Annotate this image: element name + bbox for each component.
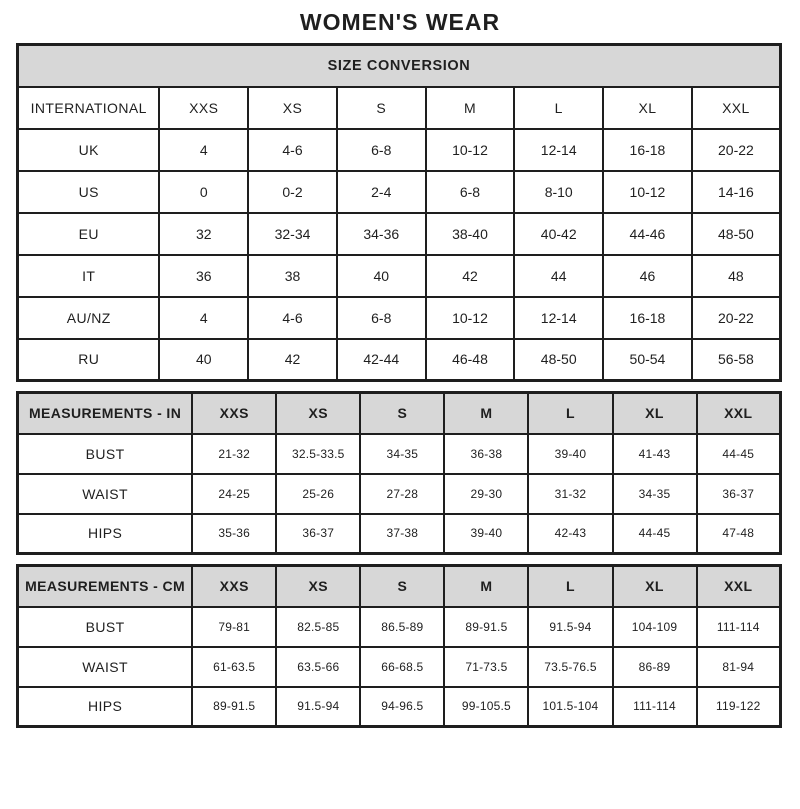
table-row (18, 171, 781, 213)
column-header: XXS (192, 393, 276, 434)
measurement-value-cell: 61-63.5 (192, 647, 276, 687)
size-value-cell: 4 (159, 129, 248, 171)
measurements-cm-table (16, 564, 782, 728)
column-header: XXL (697, 393, 781, 434)
row-label: RU (18, 339, 160, 381)
row-label: WAIST (18, 474, 193, 514)
measurement-value-cell: 89-91.5 (444, 607, 528, 647)
table-row (18, 213, 781, 255)
table-banner: SIZE CONVERSION (18, 45, 781, 87)
measurement-value-cell: 89-91.5 (192, 687, 276, 727)
column-header: M (444, 393, 528, 434)
size-value-cell: 0 (159, 171, 248, 213)
measurement-value-cell: 79-81 (192, 607, 276, 647)
size-value-cell: 48-50 (514, 339, 603, 381)
size-chart-page (16, 43, 782, 728)
measurement-value-cell: 119-122 (697, 687, 781, 727)
measurement-value-cell: 111-114 (697, 607, 781, 647)
table-row (18, 434, 781, 474)
size-value-cell: 10-12 (603, 171, 692, 213)
size-value-cell: 4-6 (248, 129, 337, 171)
size-value-cell: 2-4 (337, 171, 426, 213)
measurement-value-cell: 21-32 (192, 434, 276, 474)
table-row (18, 297, 781, 339)
measurement-value-cell: 47-48 (697, 514, 781, 554)
measurement-value-cell: 34-35 (360, 434, 444, 474)
measurement-value-cell: 27-28 (360, 474, 444, 514)
measurement-value-cell: 24-25 (192, 474, 276, 514)
measurement-value-cell: 71-73.5 (444, 647, 528, 687)
measurement-value-cell: 81-94 (697, 647, 781, 687)
size-value-cell: 20-22 (692, 129, 781, 171)
size-value-cell: 56-58 (692, 339, 781, 381)
column-header: S (337, 87, 426, 129)
measurement-value-cell: 86.5-89 (360, 607, 444, 647)
size-value-cell: 16-18 (603, 129, 692, 171)
column-header: XS (248, 87, 337, 129)
size-value-cell: 40 (159, 339, 248, 381)
measurement-value-cell: 111-114 (613, 687, 697, 727)
row-label: HIPS (18, 514, 193, 554)
measurement-value-cell: 39-40 (528, 434, 612, 474)
size-value-cell: 38-40 (426, 213, 515, 255)
size-value-cell: 48 (692, 255, 781, 297)
size-value-cell: 8-10 (514, 171, 603, 213)
size-value-cell: 6-8 (337, 129, 426, 171)
table-row (18, 129, 781, 171)
header-row (18, 393, 781, 434)
column-header: S (360, 393, 444, 434)
measurements-in-table (16, 391, 782, 555)
measurement-value-cell: 86-89 (613, 647, 697, 687)
measurement-value-cell: 32.5-33.5 (276, 434, 360, 474)
column-header-row (18, 87, 781, 129)
size-value-cell: 0-2 (248, 171, 337, 213)
measurement-value-cell: 91.5-94 (528, 607, 612, 647)
column-header: XXS (192, 566, 276, 607)
row-label: US (18, 171, 160, 213)
header-row (18, 566, 781, 607)
measurement-value-cell: 44-45 (697, 434, 781, 474)
measurement-value-cell: 31-32 (528, 474, 612, 514)
measurement-value-cell: 34-35 (613, 474, 697, 514)
column-header: L (528, 393, 612, 434)
column-header: L (528, 566, 612, 607)
size-value-cell: 40 (337, 255, 426, 297)
column-header: XL (613, 566, 697, 607)
measurement-value-cell: 104-109 (613, 607, 697, 647)
size-value-cell: 34-36 (337, 213, 426, 255)
size-value-cell: 12-14 (514, 297, 603, 339)
row-label: UK (18, 129, 160, 171)
measurement-value-cell: 82.5-85 (276, 607, 360, 647)
size-value-cell: 44 (514, 255, 603, 297)
size-value-cell: 6-8 (337, 297, 426, 339)
table-title-cell: MEASUREMENTS - IN (18, 393, 193, 434)
size-value-cell: 14-16 (692, 171, 781, 213)
column-header: XXL (697, 566, 781, 607)
column-header: XXS (159, 87, 248, 129)
size-value-cell: 32 (159, 213, 248, 255)
size-value-cell: 32-34 (248, 213, 337, 255)
size-value-cell: 12-14 (514, 129, 603, 171)
page-title: WOMEN'S WEAR (299, 9, 501, 35)
measurement-value-cell: 73.5-76.5 (528, 647, 612, 687)
size-value-cell: 46 (603, 255, 692, 297)
measurement-value-cell: 36-38 (444, 434, 528, 474)
row-label: HIPS (18, 687, 193, 727)
table-row (18, 474, 781, 514)
measurement-value-cell: 63.5-66 (276, 647, 360, 687)
table-row (18, 255, 781, 297)
size-value-cell: 4 (159, 297, 248, 339)
size-value-cell: 48-50 (692, 213, 781, 255)
size-value-cell: 50-54 (603, 339, 692, 381)
size-value-cell: 36 (159, 255, 248, 297)
banner-row (18, 45, 781, 87)
column-header: XL (603, 87, 692, 129)
size-value-cell: 16-18 (603, 297, 692, 339)
measurement-value-cell: 94-96.5 (360, 687, 444, 727)
row-label: EU (18, 213, 160, 255)
size-value-cell: 20-22 (692, 297, 781, 339)
size-value-cell: 40-42 (514, 213, 603, 255)
size-value-cell: 4-6 (248, 297, 337, 339)
size-value-cell: 44-46 (603, 213, 692, 255)
column-header: M (426, 87, 515, 129)
row-label: BUST (18, 607, 193, 647)
row-label: BUST (18, 434, 193, 474)
column-header: S (360, 566, 444, 607)
size-value-cell: 38 (248, 255, 337, 297)
size-value-cell: 42 (426, 255, 515, 297)
column-header: XS (276, 566, 360, 607)
size-value-cell: 10-12 (426, 129, 515, 171)
row-header-cell: INTERNATIONAL (18, 87, 160, 129)
row-label: IT (18, 255, 160, 297)
measurement-value-cell: 42-43 (528, 514, 612, 554)
column-header: XL (613, 393, 697, 434)
measurement-value-cell: 35-36 (192, 514, 276, 554)
measurement-value-cell: 101.5-104 (528, 687, 612, 727)
size-conversion-table (16, 43, 782, 382)
measurement-value-cell: 99-105.5 (444, 687, 528, 727)
measurement-value-cell: 91.5-94 (276, 687, 360, 727)
measurement-value-cell: 36-37 (697, 474, 781, 514)
measurement-value-cell: 44-45 (613, 514, 697, 554)
measurement-value-cell: 25-26 (276, 474, 360, 514)
size-value-cell: 10-12 (426, 297, 515, 339)
table-row (18, 647, 781, 687)
table-title-cell: MEASUREMENTS - CM (18, 566, 193, 607)
measurement-value-cell: 37-38 (360, 514, 444, 554)
table-row (18, 607, 781, 647)
column-header: XS (276, 393, 360, 434)
size-value-cell: 46-48 (426, 339, 515, 381)
row-label: WAIST (18, 647, 193, 687)
column-header: M (444, 566, 528, 607)
size-value-cell: 6-8 (426, 171, 515, 213)
row-label: AU/NZ (18, 297, 160, 339)
measurement-value-cell: 66-68.5 (360, 647, 444, 687)
measurement-value-cell: 29-30 (444, 474, 528, 514)
column-header: XXL (692, 87, 781, 129)
table-row (18, 514, 781, 554)
measurement-value-cell: 41-43 (613, 434, 697, 474)
table-row (18, 339, 781, 381)
table-row (18, 687, 781, 727)
measurement-value-cell: 36-37 (276, 514, 360, 554)
measurement-value-cell: 39-40 (444, 514, 528, 554)
column-header: L (514, 87, 603, 129)
size-value-cell: 42-44 (337, 339, 426, 381)
size-value-cell: 42 (248, 339, 337, 381)
